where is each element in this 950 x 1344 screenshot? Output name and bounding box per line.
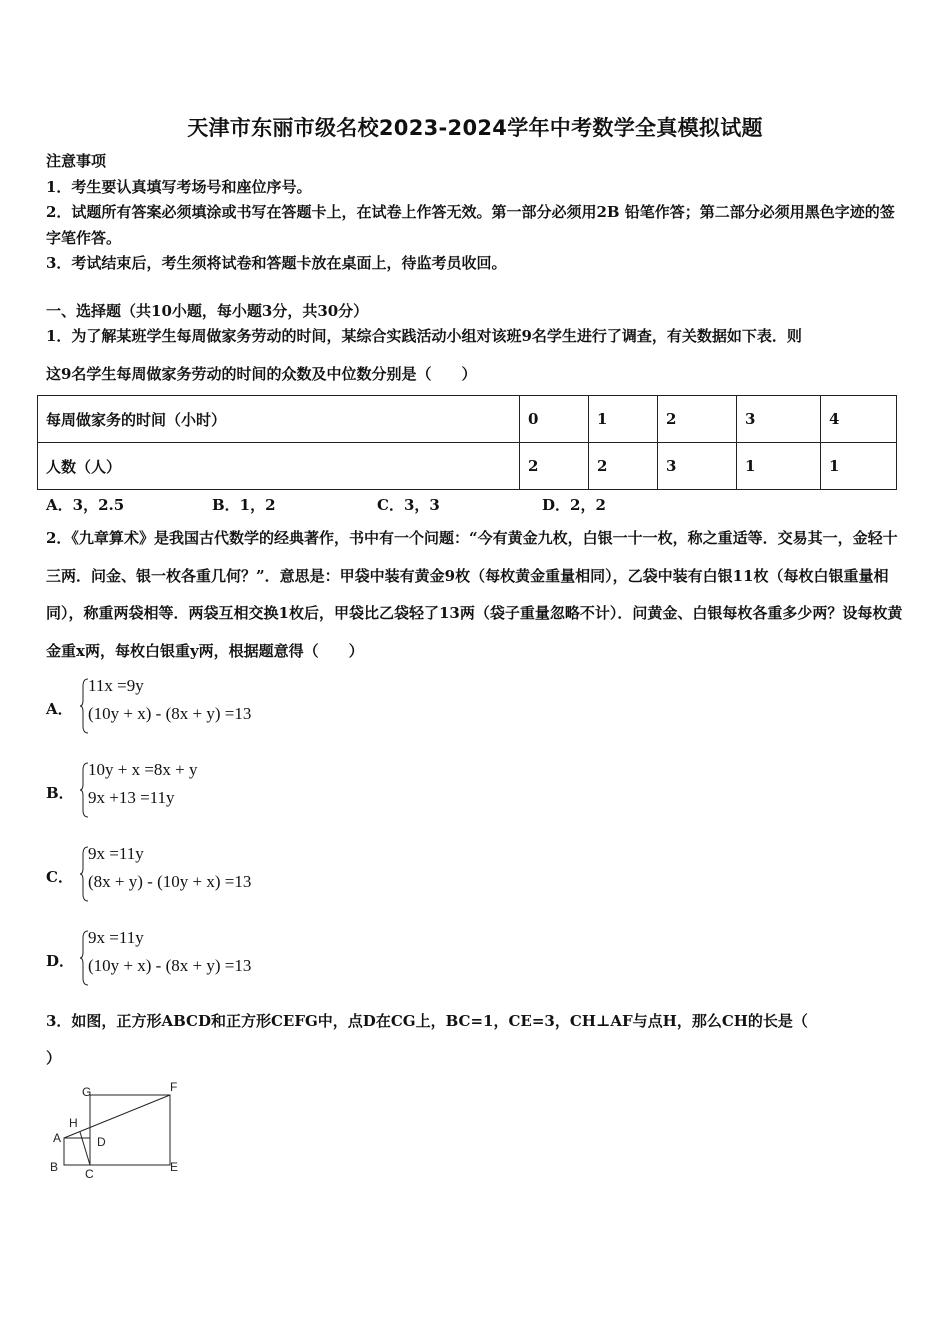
q2-option-a[interactable] — [46, 678, 446, 740]
page-title: 天津市东丽市级名校2023-2024学年中考数学全真模拟试题 — [187, 116, 763, 140]
q1-option-a[interactable]: A．3，2.5 — [46, 496, 125, 514]
label-e: E — [170, 1160, 179, 1174]
q1-data-table — [37, 395, 897, 490]
segment-ch — [80, 1132, 90, 1165]
q2-option-c[interactable] — [46, 846, 446, 908]
label-h: H — [69, 1116, 78, 1130]
option-label: A． — [46, 700, 73, 718]
table-cell: 4 — [821, 396, 897, 443]
equation-2: 9x +13 =11y — [88, 788, 175, 807]
label-f: F — [170, 1080, 178, 1094]
label-g: G — [82, 1085, 92, 1099]
notes-heading: 注意事项 — [46, 152, 107, 170]
note-item-2: 2．试题所有答案必须填涂或书写在答题卡上，在试卷上作答无效。第一部分必须用2B 铅笔作答；第二部分必须用黑色字迹的签字笔作答。 — [46, 203, 895, 247]
q2-option-b[interactable] — [46, 762, 446, 824]
table-cell: 2 — [520, 443, 589, 490]
table-cell: 1 — [737, 443, 821, 490]
q1-option-b[interactable]: B．1，2 — [212, 496, 276, 514]
q3-text-line1: 3．如图，正方形ABCD和正方形CEFG中，点D在CG上，BC=1，CE=3，CH⊥AF与点H，那么CH的长是（ — [46, 1012, 808, 1030]
table-cell: 0 — [520, 396, 589, 443]
q3-geometry-figure — [46, 1080, 186, 1180]
equation-1: 9x =11y — [88, 844, 144, 863]
option-label: C． — [46, 868, 73, 886]
table-row — [38, 443, 897, 490]
equation-1: 10y + x =8x + y — [88, 760, 198, 779]
q1-text-line2: 这9名学生每周做家务劳动的时间的众数及中位数分别是（ ） — [46, 365, 477, 383]
label-a: A — [53, 1131, 62, 1145]
table-cell: 1 — [589, 396, 658, 443]
q1-text-line1: 1．为了解某班学生每周做家务劳动的时间，某综合实践活动小组对该班9名学生进行了调查，有关数据如下表．则 — [46, 327, 802, 345]
q3-text-line2: ） — [46, 1049, 62, 1067]
q1-option-c[interactable]: C．3，3 — [377, 496, 440, 514]
equation-1: 9x =11y — [88, 928, 144, 947]
note-item-1: 1．考生要认真填写考场号和座位序号。 — [46, 178, 312, 196]
table-cell: 3 — [658, 443, 737, 490]
option-label: B． — [46, 784, 74, 802]
equation-2: (10y + x) - (8x + y) =13 — [88, 704, 252, 723]
q1-option-d[interactable]: D．2，2 — [542, 496, 606, 514]
segment-af — [64, 1095, 170, 1138]
table-cell: 1 — [821, 443, 897, 490]
q2-text: 2．《九章算术》是我国古代数学的经典著作，书中有一个问题：“今有黄金九枚，白银一十一枚，称之重适等．交易其一，金轻十三两．问金、银一枚各重几何？”．意思是：甲袋中装有黄金9枚（每枚黄金重量相同），乙袋中装有白银11枚（每枚白银重量相同），称重两袋相等．两袋互相交换1枚后，甲袋比乙袋轻了13两（袋子重量忽略不计）．问黄金、白银每枚各重多少两？设每枚黄金重x两，每枚白银重y两，根据题意得（ ） — [46, 529, 903, 660]
table-cell-label: 每周做家务的时间（小时） — [38, 396, 520, 443]
option-label: D． — [46, 952, 75, 970]
equation-2: (10y + x) - (8x + y) =13 — [88, 956, 252, 975]
table-cell: 2 — [658, 396, 737, 443]
square-cefg — [90, 1095, 170, 1165]
q2-option-d[interactable] — [46, 930, 446, 992]
equation-1: 11x =9y — [88, 676, 144, 695]
table-cell-label: 人数（人） — [38, 443, 520, 490]
label-d: D — [97, 1135, 106, 1149]
label-c: C — [85, 1167, 94, 1180]
table-row — [38, 396, 897, 443]
label-b: B — [50, 1160, 59, 1174]
table-cell: 3 — [737, 396, 821, 443]
note-item-3: 3．考试结束后，考生须将试卷和答题卡放在桌面上，待监考员收回。 — [46, 254, 507, 272]
section-heading: 一、选择题（共10小题，每小题3分，共30分） — [46, 302, 369, 320]
equation-2: (8x + y) - (10y + x) =13 — [88, 872, 252, 891]
table-cell: 2 — [589, 443, 658, 490]
